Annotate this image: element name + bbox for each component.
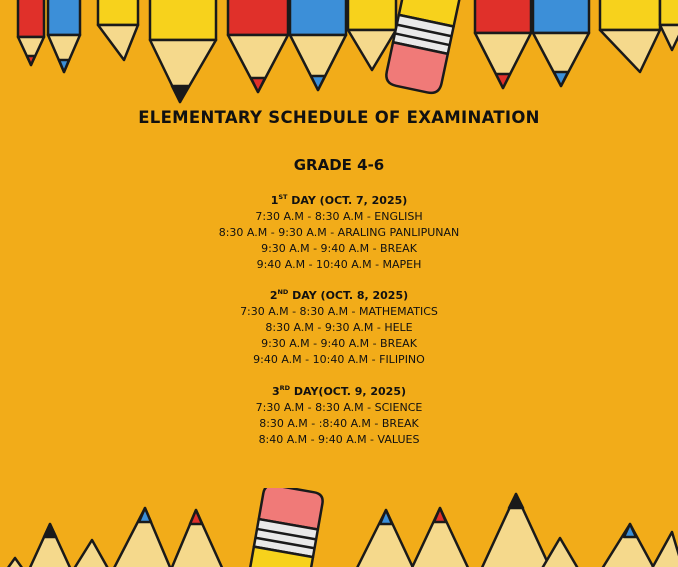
day-3-section [0,384,678,448]
schedule-row: 8:30 A.M - 9:30 A.M - ARALING PANLIPUNAN [218,226,460,239]
top-pencil-border [0,0,678,110]
schedule-row: 8:40 A.M - 9:40 A.M - VALUES [258,433,420,446]
schedule-row: 9:30 A.M - 9:40 A.M - BREAK [261,242,417,255]
day-2-heading: 2ND DAY (OCT. 8, 2025) [269,288,409,302]
day-1-section [0,193,678,273]
schedule-row: 9:40 A.M - 10:40 A.M - MAPEH [256,258,422,271]
day-3-heading: 3RD DAY(OCT. 9, 2025) [271,384,407,398]
bottom-pencil-border [0,488,678,567]
schedule-row: 7:30 A.M - 8:30 A.M - SCIENCE [255,401,423,414]
schedule-row: 7:30 A.M - 8:30 A.M - ENGLISH [255,210,423,223]
schedule-row: 8:30 A.M - 9:30 A.M - HELE [265,321,413,334]
page-title: ELEMENTARY SCHEDULE OF EXAMINATION [138,108,540,127]
grade-heading: GRADE 4-6 [293,156,385,174]
schedule-row: 8:30 A.M - :8:40 A.M - BREAK [259,417,419,430]
schedule-row: 9:40 A.M - 10:40 A.M - FILIPINO [253,353,425,366]
schedule-row: 9:30 A.M - 9:40 A.M - BREAK [261,337,417,350]
day-1-heading: 1ST DAY (OCT. 7, 2025) [270,193,408,207]
day-2-section [0,288,678,368]
schedule-row: 7:30 A.M - 8:30 A.M - MATHEMATICS [240,305,438,318]
